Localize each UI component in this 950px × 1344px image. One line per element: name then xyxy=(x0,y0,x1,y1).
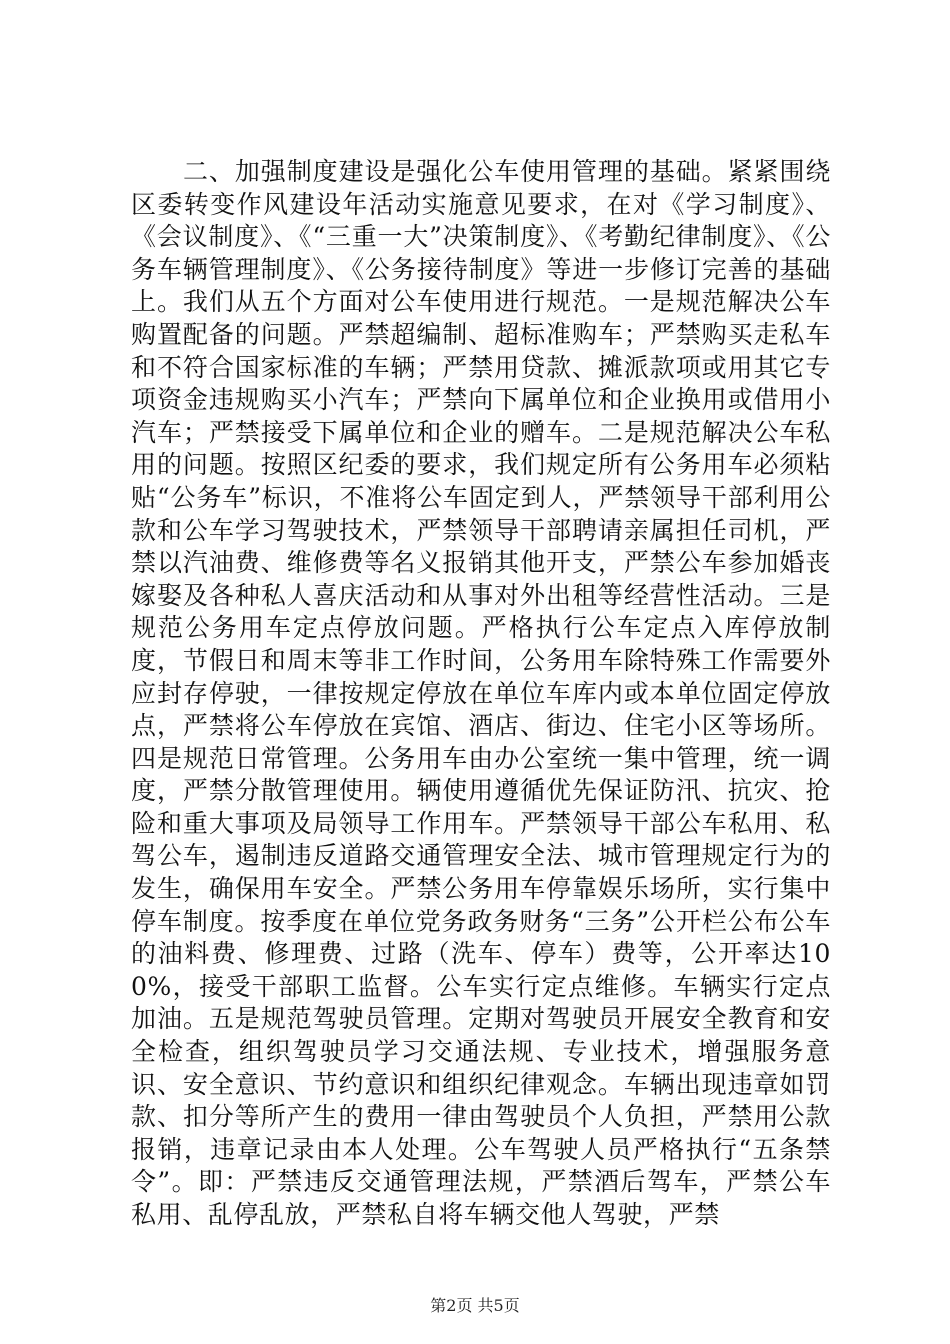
page-footer: 第2页 共5页 xyxy=(430,1296,520,1315)
body-paragraph: 二、加强制度建设是强化公车使用管理的基础。紧紧围绕区委转变作风建设年活动实施意见要求，在对《学习制度》、《会议制度》、《“三重一大”决策制度》、《考勤纪律制度》、《公务车辆管理制度》、《公务接待制度》等进一步修订完善的基础上。我们从五个方面对公车使用进行规范。一是规范解决公车购置配备的问题。严禁超编制、超标准购车；严禁购买走私车和不符合国家标准的车辆；严禁用贷款、摊派款项或用其它专项资金违规购买小汽车；严禁向下属单位和企业换用或借用小汽车；严禁接受下属单位和企业的赠车。二是规范解决公车私用的问题。按照区纪委的要求，我们规定所有公务用车必须粘贴“公务车”标识，不准将公车固定到人，严禁领导干部利用公款和公车学习驾驶技术，严禁领导干部聘请亲属担任司机，严禁以汽油费、维修费等名义报销其他开支，严禁公车参加婚丧嫁娶及各种私人喜庆活动和从事对外出租等经营性活动。三是规范公务用车定点停放问题。严格执行公车定点入库停放制度，节假日和周末等非工作时间，公务用车除特殊工作需要外应封存停驶，一律按规定停放在单位车库内或本单位固定停放点，严禁将公车停放在宾馆、酒店、街边、住宅小区等场所。四是规范日常管理。公务用车由办公室统一集中管理，统一调度，严禁分散管理使用。辆使用遵循优先保证防汛、抗灾、抢险和重大事项及局领导工作用车。严禁领导干部公车私用、私驾公车，遏制违反道路交通管理安全法、城市管理规定行为的发生，确保用车安全。严禁公务用车停靠娱乐场所，实行集中停车制度。按季度在单位党务政务财务“三务”公开栏公布公车的油料费、修理费、过路（洗车、停车）费等，公开率达100%，接受干部职工监督。公车实行定点维修。车辆实行定点加油。五是规范驾驶员管理。定期对驾驶员开展安全教育和安全检查，组织驾驶员学习交通法规、专业技术，增强服务意识、安全意识、节约意识和组织纪律观念。车辆出现违章如罚款、扣分等所产生的费用一律由驾驶员个人负担，严禁用公款报销，违章记录由本人处理。公车驾驶人员严格执行“五条禁令”。即：严禁违反交通管理法规，严禁酒后驾车，严禁公车私用、乱停乱放，严禁私自将车辆交他人驾驶，严禁 xyxy=(131,157,831,1229)
